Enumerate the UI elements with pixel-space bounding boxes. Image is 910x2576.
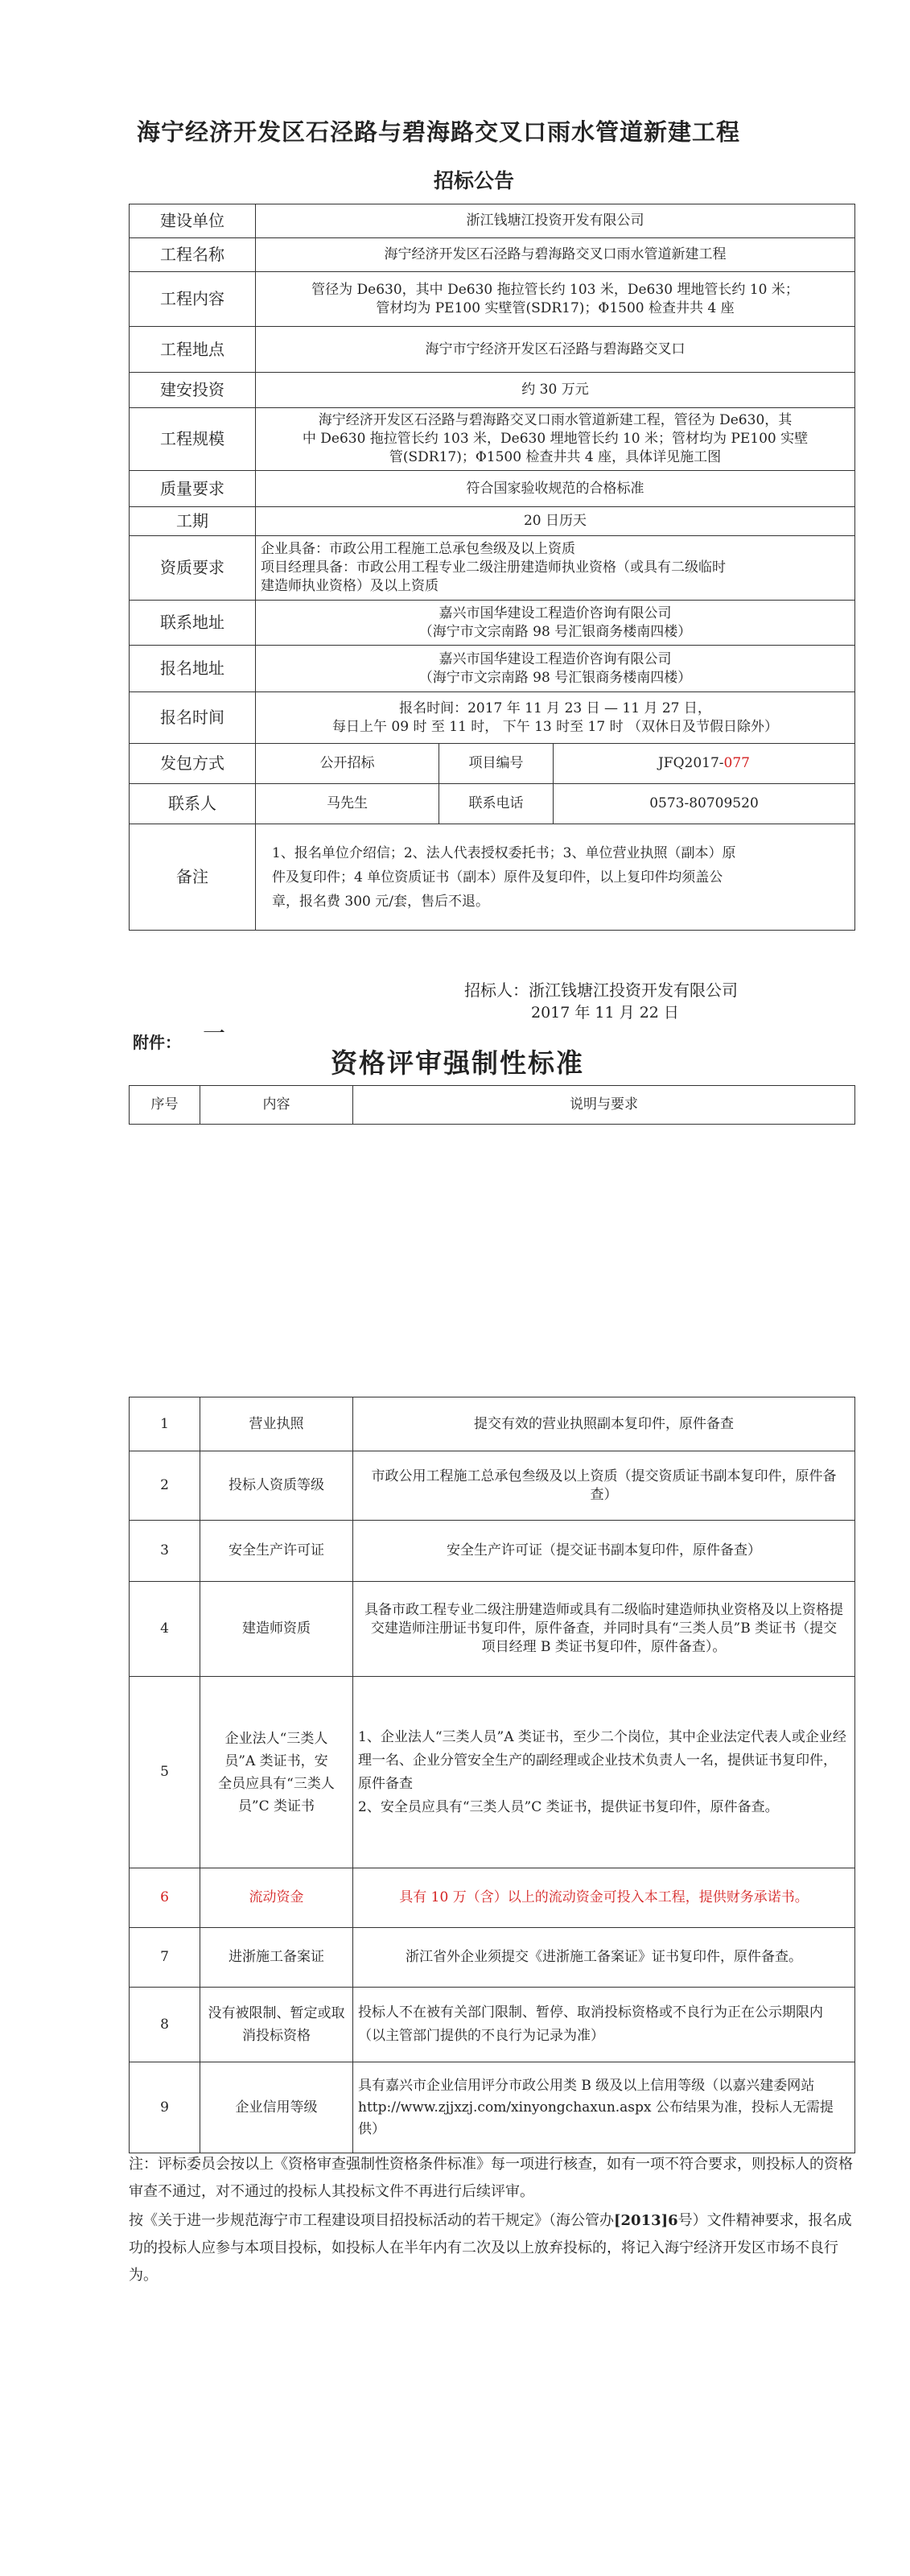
location-label: 工程地点	[130, 327, 256, 373]
builder-value: 浙江钱塘江投资开发有限公司	[256, 204, 855, 238]
table-row: 2 投标人资质等级 市政公用工程施工总承包叁级及以上资质（提交资质证书副本复印件，原件备查）	[130, 1451, 855, 1521]
notice-table	[129, 204, 855, 931]
period-value: 20 日历天	[256, 507, 855, 536]
attachment-header-table	[129, 1085, 855, 1125]
col-no-header: 序号	[130, 1086, 200, 1125]
table-row: 3 安全生产许可证 安全生产许可证（提交证书副本复印件，原件备查）	[130, 1521, 855, 1582]
project-no-value: JFQ2017-077	[554, 744, 855, 784]
scale-label: 工程规模	[130, 408, 256, 471]
table-row: 1 营业执照 提交有效的营业执照副本复印件，原件备查	[130, 1397, 855, 1451]
signup-address-value: 嘉兴市国华建设工程造价咨询有限公司 （海宁市文宗南路 98 号汇银商务楼南四楼）	[256, 646, 855, 692]
phone-label: 联系电话	[439, 784, 554, 824]
publish-value: 公开招标	[256, 744, 439, 784]
quality-label: 质量要求	[130, 471, 256, 507]
investment-value: 约 30 万元	[256, 373, 855, 408]
signature: 招标人：浙江钱塘江投资开发有限公司	[464, 980, 738, 1000]
location-value: 海宁市宁经济开发区石泾路与碧海路交叉口	[256, 327, 855, 373]
review-note: 注：评标委员会按以上《资格审查强制性资格条件标准》每一项进行核查，如有一项不符合要求，则投标人的资格审查不通过，对不通过的投标人其投标文件不再进行后续评审。	[129, 2156, 853, 2200]
attachment-title: 资格评审强制性标准	[331, 1047, 584, 1079]
quality-value: 符合国家验收规范的合格标准	[256, 471, 855, 507]
document-title: 海宁经济开发区石泾路与碧海路交叉口雨水管道新建工程	[137, 118, 741, 146]
signup-time-label: 报名时间	[130, 692, 256, 744]
table-row: 9 企业信用等级 具有嘉兴市企业信用评分市政公用类 B 级及以上信用等级（以嘉兴建委网站 http://www.zjjxzj.com/xinyongchaxun.aspx 公布结果为准，投标人无需提供）	[130, 2062, 855, 2153]
document-subtitle: 招标公告	[434, 169, 515, 192]
attachment-label: 附件：	[133, 1033, 181, 1052]
contact-value: 马先生	[256, 784, 439, 824]
table-row: 6 流动资金 具有 10 万（含）以上的流动资金可投入本工程，提供财务承诺书。	[130, 1868, 855, 1928]
phone-value: 0573-80709520	[554, 784, 855, 824]
qualification-value: 企业具备：市政公用工程施工总承包叁级及以上资质 项目经理具备：市政公用工程专业二级注册建造师执业资格（或具有二级临时 建造师执业资格）及以上资质	[256, 536, 855, 601]
period-label: 工期	[130, 507, 256, 536]
attachment-number: 一	[203, 1020, 226, 1046]
content-label: 工程内容	[130, 272, 256, 327]
col-desc-header: 说明与要求	[353, 1086, 855, 1125]
project-name-value: 海宁经济开发区石泾路与碧海路交叉口雨水管道新建工程	[256, 238, 855, 272]
contact-address-label: 联系地址	[130, 601, 256, 646]
project-name-label: 工程名称	[130, 238, 256, 272]
contact-address-value: 嘉兴市国华建设工程造价咨询有限公司 （海宁市文宗南路 98 号汇银商务楼南四楼）	[256, 601, 855, 646]
table-row: 7 进浙施工备案证 浙江省外企业须提交《进浙施工备案证》证书复印件，原件备查。	[130, 1928, 855, 1988]
date: 2017 年 11 月 22 日	[531, 1004, 679, 1022]
investment-label: 建安投资	[130, 373, 256, 408]
table-row: 4 建造师资质 具备市政工程专业二级注册建造师或具有二级临时建造师执业资格及以上资格提交建造师注册证书复印件，原件备查，并同时具有“三类人员”B 类证书（提交项目经理 B 类证书复印件，原件备查）。	[130, 1582, 855, 1677]
remark-label: 备注	[130, 824, 256, 931]
remark-value: 1、报名单位介绍信；2、法人代表授权委托书；3、单位营业执照（副本）原 件及复印件；4 单位资质证书（副本）原件及复印件，以上复印件均须盖公 章，报名费 300 元/套，售后不退。	[256, 824, 855, 931]
requirements-table	[129, 1397, 855, 2153]
col-content-header: 内容	[200, 1086, 353, 1125]
policy-note: 按《关于进一步规范海宁市工程建设项目招投标活动的若干规定》（海公管办[2013]6号）文件精神要求，报名成功的投标人应参与本项目投标，如投标人在半年内有二次及以上放弃投标的，将记入海宁经济开发区市场不良行为。	[129, 2212, 852, 2284]
content-value: 管径为 De630，其中 De630 拖拉管长约 103 米，De630 埋地管长约 10 米； 管材均为 PE100 实壁管(SDR17)；Φ1500 检查井共 4 座	[256, 272, 855, 327]
publish-label: 发包方式	[130, 744, 256, 784]
table-row: 5 企业法人“三类人员”A 类证书，安全员应具有“三类人员”C 类证书 1、企业法人“三类人员”A 类证书，至少二个岗位，其中企业法定代表人或企业经理一名、企业分管安全生产的副经理或企业技术负责人一名，提供证书复印件，原件备查 2、安全员应具有“三类人员”C 类证书，提供证书复印件，原件备查。	[130, 1677, 855, 1868]
scale-value: 海宁经济开发区石泾路与碧海路交叉口雨水管道新建工程，管径为 De630，其 中 De630 拖拉管长约 103 米，De630 埋地管长约 10 米；管材均为 PE100 实壁 管(SDR17)；Φ1500 检查井共 4 座，具体详见施工图	[256, 408, 855, 471]
qualification-label: 资质要求	[130, 536, 256, 601]
signup-address-label: 报名地址	[130, 646, 256, 692]
table-row: 8 没有被限制、暂定或取消投标资格 投标人不在被有关部门限制、暂停、取消投标资格或不良行为正在公示期限内（以主管部门提供的不良行为记录为准）	[130, 1988, 855, 2062]
builder-label: 建设单位	[130, 204, 256, 238]
contact-label: 联系人	[130, 784, 256, 824]
project-no-label: 项目编号	[439, 744, 554, 784]
signup-time-value: 报名时间：2017 年 11 月 23 日 — 11 月 27 日， 每日上午 09 时 至 11 时， 下午 13 时至 17 时 （双休日及节假日除外）	[256, 692, 855, 744]
